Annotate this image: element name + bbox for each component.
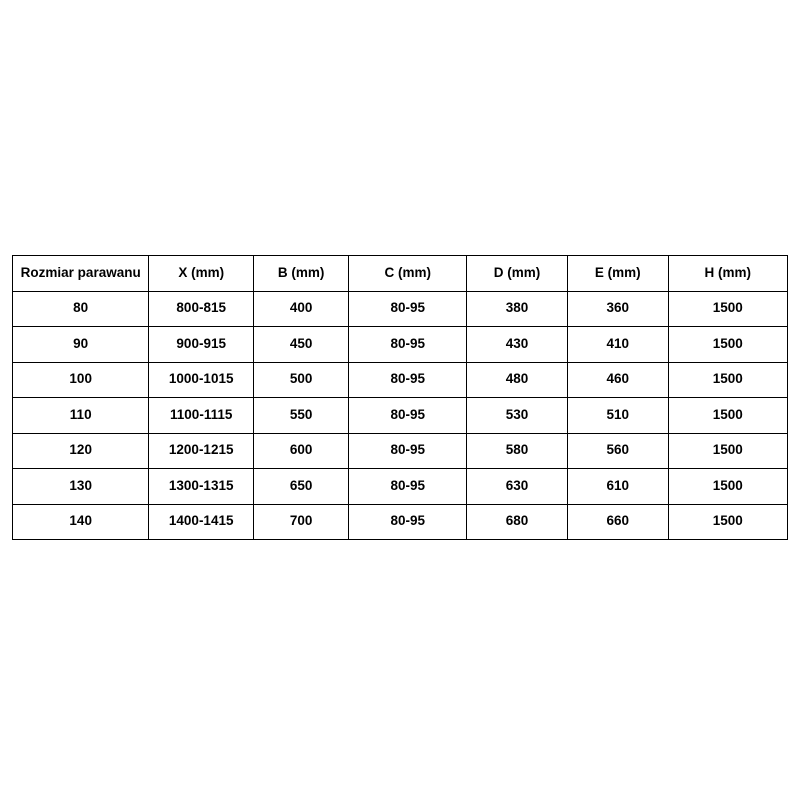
cell-h: 1500 bbox=[668, 362, 787, 398]
cell-e: 660 bbox=[567, 504, 668, 540]
cell-x: 1000-1015 bbox=[149, 362, 254, 398]
cell-b: 550 bbox=[254, 398, 349, 434]
table-row bbox=[13, 398, 788, 434]
cell-h: 1500 bbox=[668, 469, 787, 505]
column-header-d: D (mm) bbox=[467, 256, 568, 292]
cell-d: 680 bbox=[467, 504, 568, 540]
cell-size: 80 bbox=[13, 291, 149, 327]
cell-e: 410 bbox=[567, 327, 668, 363]
cell-c: 80-95 bbox=[349, 469, 467, 505]
cell-h: 1500 bbox=[668, 504, 787, 540]
cell-b: 700 bbox=[254, 504, 349, 540]
cell-c: 80-95 bbox=[349, 291, 467, 327]
cell-h: 1500 bbox=[668, 433, 787, 469]
cell-size: 110 bbox=[13, 398, 149, 434]
cell-d: 480 bbox=[467, 362, 568, 398]
cell-c: 80-95 bbox=[349, 327, 467, 363]
column-header-e: E (mm) bbox=[567, 256, 668, 292]
table-row bbox=[13, 504, 788, 540]
cell-h: 1500 bbox=[668, 291, 787, 327]
cell-c: 80-95 bbox=[349, 433, 467, 469]
cell-e: 560 bbox=[567, 433, 668, 469]
cell-size: 140 bbox=[13, 504, 149, 540]
cell-x: 1200-1215 bbox=[149, 433, 254, 469]
cell-d: 580 bbox=[467, 433, 568, 469]
cell-b: 400 bbox=[254, 291, 349, 327]
table-row bbox=[13, 433, 788, 469]
cell-e: 460 bbox=[567, 362, 668, 398]
cell-c: 80-95 bbox=[349, 398, 467, 434]
cell-d: 630 bbox=[467, 469, 568, 505]
table-row bbox=[13, 291, 788, 327]
cell-c: 80-95 bbox=[349, 504, 467, 540]
cell-size: 120 bbox=[13, 433, 149, 469]
cell-b: 500 bbox=[254, 362, 349, 398]
cell-c: 80-95 bbox=[349, 362, 467, 398]
column-header-c: C (mm) bbox=[349, 256, 467, 292]
specification-table bbox=[12, 255, 788, 540]
cell-e: 510 bbox=[567, 398, 668, 434]
column-header-h: H (mm) bbox=[668, 256, 787, 292]
cell-x: 1300-1315 bbox=[149, 469, 254, 505]
cell-size: 130 bbox=[13, 469, 149, 505]
cell-x: 1100-1115 bbox=[149, 398, 254, 434]
cell-x: 900-915 bbox=[149, 327, 254, 363]
column-header-rozmiar-parawanu: Rozmiar parawanu bbox=[13, 256, 149, 292]
cell-h: 1500 bbox=[668, 398, 787, 434]
cell-b: 650 bbox=[254, 469, 349, 505]
table-header-row bbox=[13, 256, 788, 292]
specification-table-container bbox=[12, 255, 788, 540]
column-header-b: B (mm) bbox=[254, 256, 349, 292]
cell-d: 530 bbox=[467, 398, 568, 434]
cell-d: 430 bbox=[467, 327, 568, 363]
cell-x: 1400-1415 bbox=[149, 504, 254, 540]
cell-e: 360 bbox=[567, 291, 668, 327]
table-row bbox=[13, 469, 788, 505]
cell-h: 1500 bbox=[668, 327, 787, 363]
cell-size: 100 bbox=[13, 362, 149, 398]
cell-b: 450 bbox=[254, 327, 349, 363]
cell-size: 90 bbox=[13, 327, 149, 363]
cell-d: 380 bbox=[467, 291, 568, 327]
cell-b: 600 bbox=[254, 433, 349, 469]
cell-e: 610 bbox=[567, 469, 668, 505]
table-row bbox=[13, 327, 788, 363]
column-header-x: X (mm) bbox=[149, 256, 254, 292]
cell-x: 800-815 bbox=[149, 291, 254, 327]
table-row bbox=[13, 362, 788, 398]
